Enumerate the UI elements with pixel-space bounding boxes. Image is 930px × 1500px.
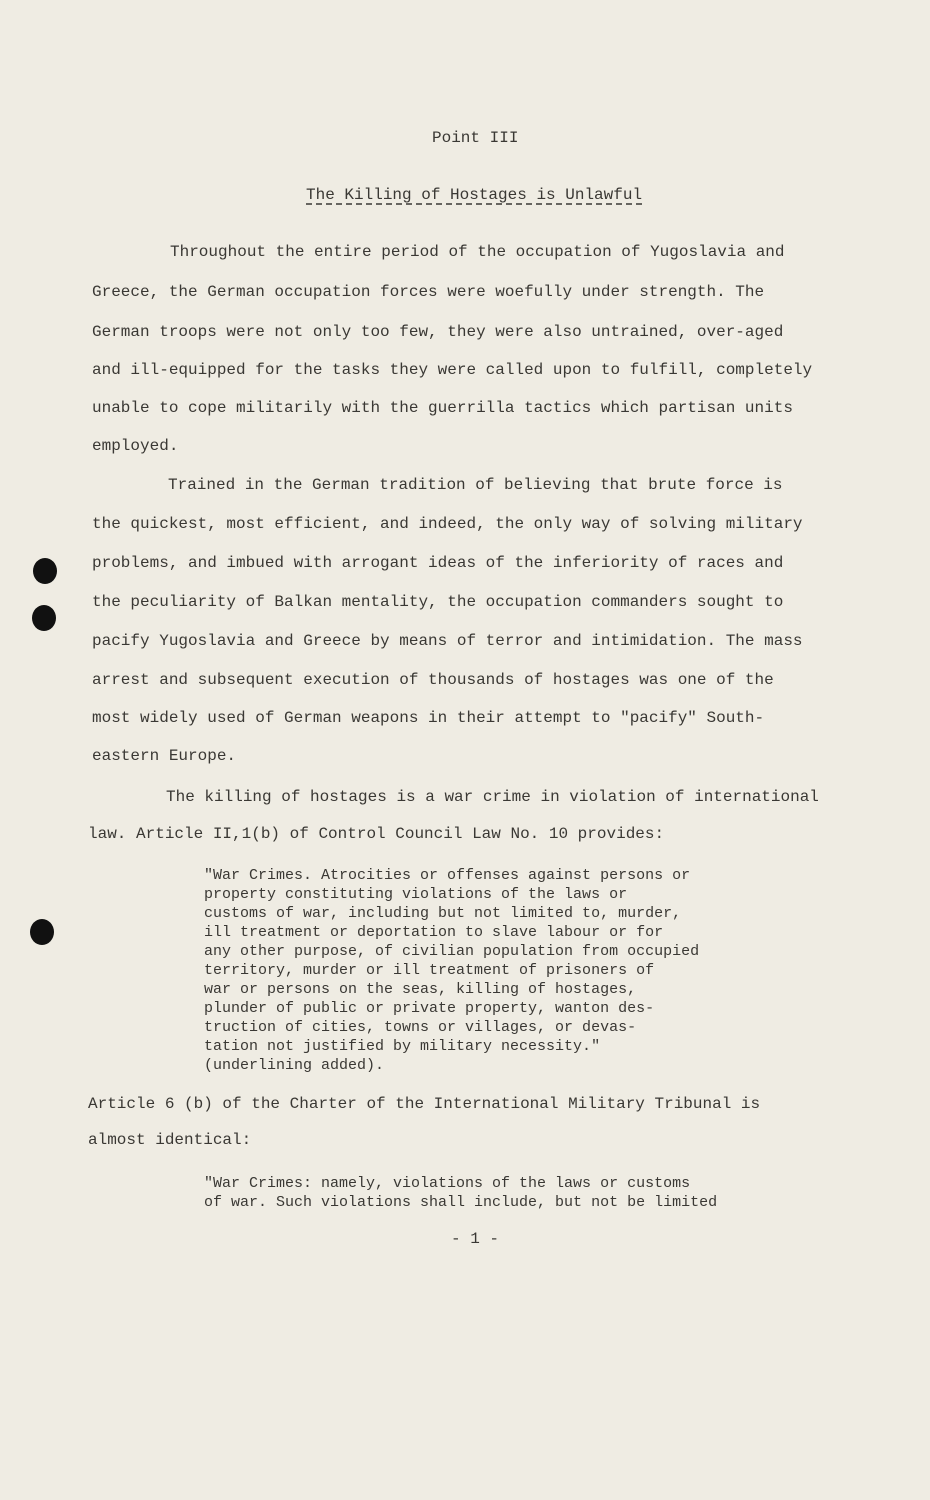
paragraph-line: unable to cope militarily with the guerrilla tactics which partisan units: [92, 399, 793, 417]
quote-line: war or persons on the seas, killing of hostages,: [204, 981, 637, 998]
point-heading: Point III: [432, 129, 519, 147]
paragraph-line: employed.: [92, 437, 179, 455]
quote-line: customs of war, including but not limited to, murder,: [204, 905, 682, 922]
paragraph-line: arrest and subsequent execution of thousands of hostages was one of the: [92, 671, 774, 689]
paragraph-line: pacify Yugoslavia and Greece by means of terror and intimidation. The mass: [92, 632, 803, 650]
paragraph-line: Greece, the German occupation forces were woefully under strength. The: [92, 283, 765, 301]
quote-line: plunder of public or private property, wanton des-: [204, 1000, 655, 1017]
paragraph-line: Article 6 (b) of the Charter of the International Military Tribunal is: [88, 1095, 761, 1113]
paragraph-line: Trained in the German tradition of believing that brute force is: [168, 476, 783, 494]
document-title: The Killing of Hostages is Unlawful: [306, 186, 643, 204]
paragraph-line: most widely used of German weapons in their attempt to "pacify" South-: [92, 709, 765, 727]
page-number: - 1 -: [451, 1230, 500, 1248]
punch-hole-icon: [32, 605, 56, 631]
paragraph-line: The killing of hostages is a war crime in violation of international: [166, 788, 819, 806]
quote-line: truction of cities, towns or villages, or devas-: [204, 1019, 637, 1036]
paragraph-line: almost identical:: [88, 1131, 252, 1149]
quote-line: any other purpose, of civilian population from occupied: [204, 943, 700, 960]
paragraph-line: and ill-equipped for the tasks they were called upon to fulfill, completely: [92, 361, 813, 379]
paragraph-line: law. Article II,1(b) of Control Council Law No. 10 provides:: [88, 825, 665, 843]
paragraph-line: the peculiarity of Balkan mentality, the occupation commanders sought to: [92, 593, 784, 611]
quote-line: territory, murder or ill treatment of prisoners of: [204, 962, 655, 979]
paragraph-line: eastern Europe.: [92, 747, 237, 765]
quote-line: property constituting violations of the laws or: [204, 886, 628, 903]
punch-hole-icon: [30, 919, 54, 945]
quote-line: "War Crimes: namely, violations of the laws or customs: [204, 1175, 691, 1192]
quote-line: of war. Such violations shall include, but not be limited: [204, 1194, 718, 1211]
quote-line: "War Crimes. Atrocities or offenses against persons or: [204, 867, 691, 884]
paragraph-line: Throughout the entire period of the occupation of Yugoslavia and: [170, 243, 785, 261]
quote-line: ill treatment or deportation to slave labour or for: [204, 924, 664, 941]
paragraph-line: problems, and imbued with arrogant ideas of the inferiority of races and: [92, 554, 784, 572]
paragraph-line: German troops were not only too few, they were also untrained, over-aged: [92, 323, 784, 341]
punch-hole-icon: [33, 558, 57, 584]
paragraph-line: the quickest, most efficient, and indeed, the only way of solving military: [92, 515, 803, 533]
quote-line: (underlining added).: [204, 1057, 385, 1074]
quote-line: tation not justified by military necessity.": [204, 1038, 601, 1055]
